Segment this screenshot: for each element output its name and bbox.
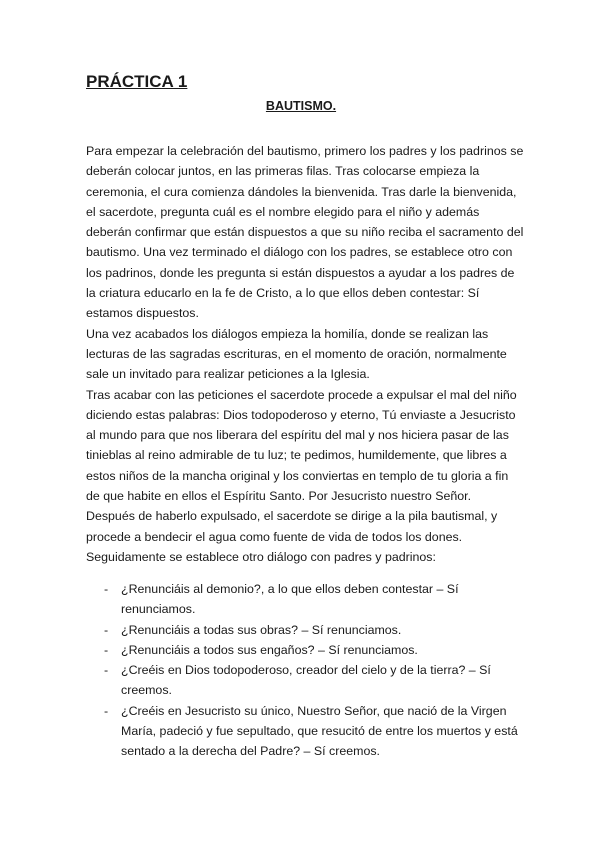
list-item	[0, 640, 600, 660]
paragraph-line: bautismo. Una vez terminado el diálogo con los padres, se establece otro con	[86, 245, 513, 260]
list-item-line: María, padeció y fue sepultado, que resucitó de entre los muertos y está	[121, 724, 518, 739]
list-bullet-dash: -	[104, 582, 109, 596]
paragraph-line: lecturas de las sagradas escrituras, en el momento de oración, normalmente	[86, 346, 507, 361]
paragraph-line: los padrinos, donde les pregunta si están dispuestos a ayudar a los padres de	[86, 265, 515, 280]
paragraph-line: estamos dispuestos.	[86, 306, 199, 321]
paragraph-line: procede a bendecir el agua como fuente de vida de todos los dones.	[86, 529, 463, 544]
paragraph-line: al mundo para que nos liberara del espíritu del mal y nos hiciera pasar de las	[86, 428, 509, 443]
body-paragraph	[86, 141, 524, 567]
paragraph-line: sale un invitado para realizar peticiones a la Iglesia.	[86, 367, 370, 382]
paragraph-line: estos niños de la mancha original y los conviertas en templo de tu gloria a fin	[86, 468, 509, 483]
paragraph-line: deberán colocar juntos, en las primeras filas. Tras colocarse empieza la	[86, 164, 480, 179]
list-item-text	[121, 640, 521, 660]
list-item	[0, 579, 600, 620]
list-item-line: ¿Renunciáis a todas sus obras? – Sí renunciamos.	[121, 622, 402, 637]
list-item-line: creemos.	[121, 683, 172, 698]
list-item-line: ¿Renunciáis a todos sus engaños? – Sí renunciamos.	[121, 642, 418, 657]
page-heading: PRÁCTICA 1	[86, 72, 188, 91]
paragraph-line: ceremonia, el cura comienza dándoles la bienvenida. Tras darle la bienvenida,	[86, 184, 517, 199]
list-item-text	[121, 620, 521, 640]
paragraph-line: de que habite en ellos el Espíritu Santo. Por Jesucristo nuestro Señor.	[86, 489, 472, 504]
question-list	[0, 579, 600, 762]
paragraph-line: Después de haberlo expulsado, el sacerdote se dirige a la pila bautismal, y	[86, 509, 498, 524]
list-item-text	[121, 701, 521, 762]
paragraph-line: tinieblas al reino admirable de tu luz; te pedimos, humildemente, que libres a	[86, 448, 507, 463]
list-item	[0, 701, 600, 762]
paragraph-line: diciendo estas palabras: Dios todopoderoso y eterno, Tú enviaste a Jesucristo	[86, 407, 516, 422]
list-item-text	[121, 660, 521, 701]
list-bullet-dash: -	[104, 642, 109, 657]
list-bullet-dash: -	[104, 622, 109, 637]
paragraph-line: deberán confirmar que están dispuestos a que su niño reciba el sacramento del	[86, 225, 524, 240]
paragraph-line: Una vez acabados los diálogos empieza la homilía, donde se realizan las	[86, 326, 489, 341]
list-item	[0, 660, 600, 701]
list-item-text	[121, 579, 521, 620]
list-item-line: ¿Creéis en Dios todopoderoso, creador del cielo y de la tierra? – Sí	[121, 663, 491, 678]
list-item-line: renunciamos.	[121, 602, 196, 617]
list-bullet-dash: -	[104, 703, 109, 718]
list-item-line: sentado a la derecha del Padre? – Sí creemos.	[121, 744, 380, 759]
paragraph-line: Para empezar la celebración del bautismo, primero los padres y los padrinos se	[86, 144, 524, 158]
list-item-line: ¿Renunciáis al demonio?, a lo que ellos deben contestar – Sí	[121, 582, 459, 596]
paragraph-line: el sacerdote, pregunta cuál es el nombre elegido para el niño y además	[86, 204, 480, 219]
paragraph-line: Seguidamente se establece otro diálogo con padres y padrinos:	[86, 549, 436, 564]
list-item	[0, 620, 600, 640]
list-bullet-dash: -	[104, 663, 109, 678]
paragraph-line: la criatura educarlo en la fe de Cristo, a lo que ellos deben contestar: Sí	[86, 286, 480, 301]
paragraph-line: Tras acabar con las peticiones el sacerdote procede a expulsar el mal del niño	[86, 387, 517, 402]
list-item-line: ¿Creéis en Jesucristo su único, Nuestro Señor, que nació de la Virgen	[121, 703, 507, 718]
section-subtitle: BAUTISMO.	[265, 99, 337, 113]
